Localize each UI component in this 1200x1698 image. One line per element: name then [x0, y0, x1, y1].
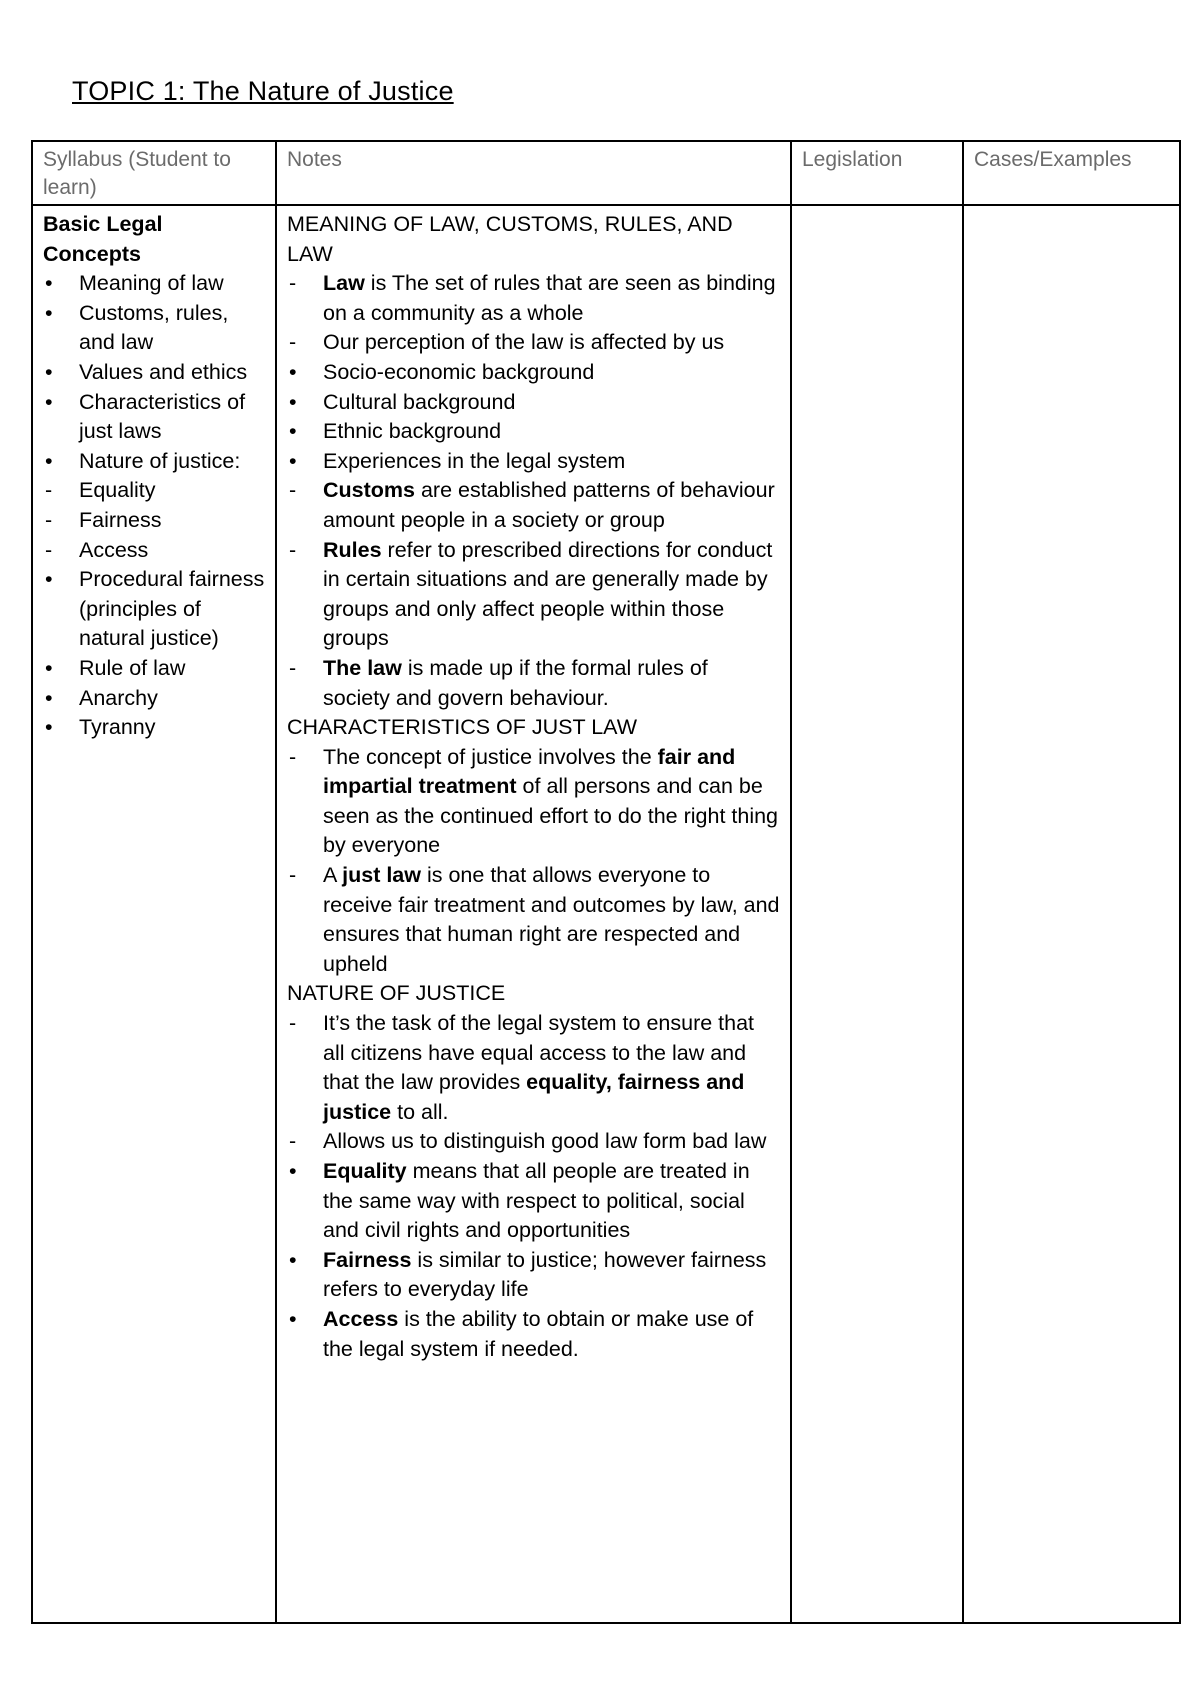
list-item: - Our perception of the law is affected by us [289, 330, 725, 355]
section-heading: CHARACTERISTICS OF JUST LAW [287, 715, 638, 740]
notes-list [287, 743, 780, 980]
list-item: • Characteristics of just laws [45, 389, 246, 444]
justice-elements-list [287, 1157, 780, 1364]
list-item: • Nature of justice: [45, 448, 241, 473]
list-item: - Equality [45, 478, 156, 503]
cases-cell [963, 205, 1180, 1623]
list-item: • Tyranny [45, 715, 156, 740]
list-item: • Values and ethics [45, 359, 248, 384]
table-body-row [32, 205, 1180, 1623]
notes-list [287, 1009, 780, 1157]
list-item: - Access [45, 537, 149, 562]
list-item: - Customs are established patterns of behaviour amount people in a society or group [289, 478, 775, 532]
list-item: - Rules refer to prescribed directions for conduct in certain situations and are generally made by groups and only affect people within those groups [289, 537, 773, 651]
list-item: • Fairness is similar to justice; however fairness refers to everyday life [289, 1247, 767, 1302]
list-item: • Meaning of law [45, 271, 224, 296]
perception-factors-list [287, 358, 780, 476]
syllabus-cell [32, 205, 276, 1623]
list-item: • Cultural background [289, 389, 516, 414]
table-header-row [32, 141, 1180, 205]
header-notes: Notes [276, 141, 791, 205]
list-item: • Equality means that all people are treated in the same way with respect to political, social and civil rights and opportunities [289, 1159, 750, 1243]
list-item: - Fairness [45, 507, 162, 532]
list-item: - It’s the task of the legal system to ensure that all citizens have equal access to the law and that the law provides equality, fairness and justice to all. [289, 1011, 755, 1124]
notes-table [31, 140, 1181, 1624]
list-item: • Socio-economic background [289, 359, 595, 384]
notes-list [287, 269, 780, 358]
list-item: • Experiences in the legal system [289, 448, 626, 473]
list-item: • Access is the ability to obtain or make use of the legal system if needed. [289, 1306, 754, 1361]
list-item: - Law is The set of rules that are seen as binding on a community as a whole [289, 271, 776, 325]
section-heading: MEANING OF LAW, CUSTOMS, RULES, AND LAW [287, 212, 733, 266]
syllabus-heading: Basic Legal Concepts [43, 212, 163, 266]
notes-cell [276, 205, 791, 1623]
list-item: • Rule of law [45, 655, 186, 680]
notes-list [287, 476, 780, 713]
list-item: • Ethnic background [289, 419, 502, 444]
list-item: • Customs, rules, and law [45, 300, 229, 355]
section-heading: NATURE OF JUSTICE [287, 981, 506, 1006]
legislation-cell [791, 205, 963, 1623]
header-syllabus: Syllabus (Student to learn) [32, 141, 276, 205]
syllabus-list [43, 269, 265, 743]
list-item: - The concept of justice involves the fair and impartial treatment of all persons and can be seen as the continued effort to do the right thing by everyone [289, 744, 779, 858]
list-item: - The law is made up if the formal rules of society and govern behaviour. [289, 655, 708, 710]
list-item: • Procedural fairness (principles of natural justice) [45, 567, 265, 651]
list-item: - Allows us to distinguish good law form bad law [289, 1129, 767, 1154]
list-item: - A just law is one that allows everyone to receive fair treatment and outcomes by law, and ensures that human right are respected and upheld [289, 863, 780, 976]
page-title: TOPIC 1: The Nature of Justice [72, 76, 454, 106]
list-item: • Anarchy [45, 685, 158, 710]
header-legislation: Legislation [791, 141, 963, 205]
header-cases: Cases/Examples [963, 141, 1180, 205]
